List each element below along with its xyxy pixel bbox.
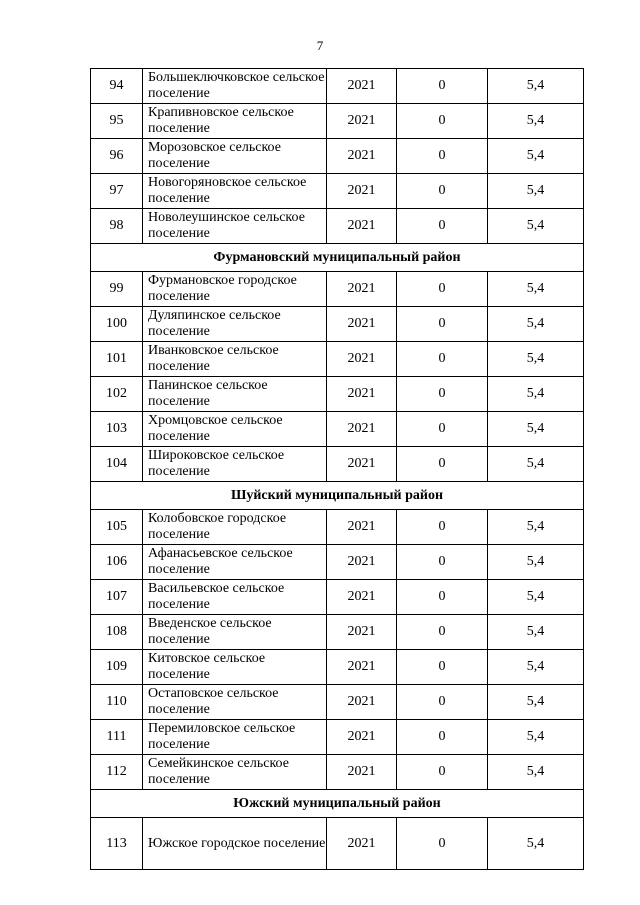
settlement-name-cell: Афанасьевское сельское поселение [143,545,327,580]
value-cell: 0 [397,755,488,790]
settlement-name-cell: Новолеушинское сельское поселение [143,209,327,244]
row-number-cell: 96 [91,139,143,174]
value-cell: 0 [397,307,488,342]
table-row [91,377,584,412]
value-cell: 0 [397,545,488,580]
settlement-name-cell: Южское городское поселение [143,818,327,870]
table-row [91,69,584,104]
rate-cell: 5,4 [488,209,584,244]
value-cell: 0 [397,139,488,174]
rate-cell: 5,4 [488,447,584,482]
table-row [91,510,584,545]
year-cell: 2021 [327,307,397,342]
rate-cell: 5,4 [488,307,584,342]
section-header-row [91,244,584,272]
value-cell: 0 [397,650,488,685]
value-cell: 0 [397,69,488,104]
row-number-cell: 101 [91,342,143,377]
row-number-cell: 98 [91,209,143,244]
table-row [91,272,584,307]
value-cell: 0 [397,615,488,650]
table-row [91,139,584,174]
row-number-cell: 108 [91,615,143,650]
table-body [91,69,584,870]
rate-cell: 5,4 [488,69,584,104]
year-cell: 2021 [327,209,397,244]
settlement-name-cell: Васильевское сельское поселение [143,580,327,615]
rate-cell: 5,4 [488,720,584,755]
table-row [91,209,584,244]
row-number-cell: 107 [91,580,143,615]
section-header-row [91,790,584,818]
rate-cell: 5,4 [488,580,584,615]
settlement-name-cell: Панинское сельское поселение [143,377,327,412]
value-cell: 0 [397,720,488,755]
year-cell: 2021 [327,342,397,377]
year-cell: 2021 [327,615,397,650]
row-number-cell: 112 [91,755,143,790]
table-row [91,307,584,342]
year-cell: 2021 [327,447,397,482]
settlement-name-cell: Перемиловское сельское поселение [143,720,327,755]
value-cell: 0 [397,818,488,870]
row-number-cell: 97 [91,174,143,209]
table-row [91,685,584,720]
value-cell: 0 [397,580,488,615]
table-row [91,755,584,790]
settlement-name-cell: Иванковское сельское поселение [143,342,327,377]
year-cell: 2021 [327,685,397,720]
row-number-cell: 99 [91,272,143,307]
row-number-cell: 95 [91,104,143,139]
year-cell: 2021 [327,510,397,545]
settlement-name-cell: Крапивновское сельское поселение [143,104,327,139]
table-row [91,818,584,870]
value-cell: 0 [397,685,488,720]
year-cell: 2021 [327,69,397,104]
settlement-name-cell: Большеключковское сельское поселение [143,69,327,104]
settlement-name-cell: Введенское сельское поселение [143,615,327,650]
settlement-name-cell: Фурмановское городское поселение [143,272,327,307]
row-number-cell: 113 [91,818,143,870]
table-row [91,720,584,755]
year-cell: 2021 [327,580,397,615]
year-cell: 2021 [327,545,397,580]
row-number-cell: 103 [91,412,143,447]
table-row [91,580,584,615]
table-row [91,447,584,482]
settlement-name-cell: Колобовское городское поселение [143,510,327,545]
rate-cell: 5,4 [488,685,584,720]
year-cell: 2021 [327,720,397,755]
section-title: Южский муниципальный район [91,790,584,818]
rate-cell: 5,4 [488,174,584,209]
settlement-name-cell: Остаповское сельское поселение [143,685,327,720]
rate-cell: 5,4 [488,104,584,139]
rate-cell: 5,4 [488,412,584,447]
row-number-cell: 111 [91,720,143,755]
settlement-name-cell: Широковское сельское поселение [143,447,327,482]
year-cell: 2021 [327,650,397,685]
row-number-cell: 102 [91,377,143,412]
value-cell: 0 [397,377,488,412]
rate-cell: 5,4 [488,545,584,580]
value-cell: 0 [397,209,488,244]
section-title: Фурмановский муниципальный район [91,244,584,272]
row-number-cell: 104 [91,447,143,482]
rate-cell: 5,4 [488,818,584,870]
year-cell: 2021 [327,104,397,139]
table-row [91,104,584,139]
value-cell: 0 [397,272,488,307]
row-number-cell: 100 [91,307,143,342]
year-cell: 2021 [327,377,397,412]
year-cell: 2021 [327,755,397,790]
table-row [91,342,584,377]
settlements-table [90,68,584,870]
year-cell: 2021 [327,272,397,307]
settlement-name-cell: Хромцовское сельское поселение [143,412,327,447]
settlement-name-cell: Китовское сельское поселение [143,650,327,685]
year-cell: 2021 [327,412,397,447]
rate-cell: 5,4 [488,377,584,412]
table-row [91,174,584,209]
rate-cell: 5,4 [488,272,584,307]
row-number-cell: 109 [91,650,143,685]
rate-cell: 5,4 [488,650,584,685]
value-cell: 0 [397,104,488,139]
rate-cell: 5,4 [488,510,584,545]
row-number-cell: 106 [91,545,143,580]
table-row [91,412,584,447]
table-row [91,650,584,685]
table-row [91,545,584,580]
section-header-row [91,482,584,510]
rate-cell: 5,4 [488,139,584,174]
section-title: Шуйский муниципальный район [91,482,584,510]
settlement-name-cell: Семейкинское сельское поселение [143,755,327,790]
value-cell: 0 [397,447,488,482]
page-number: 7 [316,38,324,53]
row-number-cell: 110 [91,685,143,720]
value-cell: 0 [397,174,488,209]
value-cell: 0 [397,342,488,377]
settlement-name-cell: Дуляпинское сельское поселение [143,307,327,342]
table-row [91,615,584,650]
rate-cell: 5,4 [488,755,584,790]
value-cell: 0 [397,510,488,545]
year-cell: 2021 [327,174,397,209]
rate-cell: 5,4 [488,615,584,650]
settlement-name-cell: Новогоряновское сельское поселение [143,174,327,209]
settlement-name-cell: Морозовское сельское поселение [143,139,327,174]
year-cell: 2021 [327,818,397,870]
row-number-cell: 105 [91,510,143,545]
rate-cell: 5,4 [488,342,584,377]
value-cell: 0 [397,412,488,447]
year-cell: 2021 [327,139,397,174]
row-number-cell: 94 [91,69,143,104]
